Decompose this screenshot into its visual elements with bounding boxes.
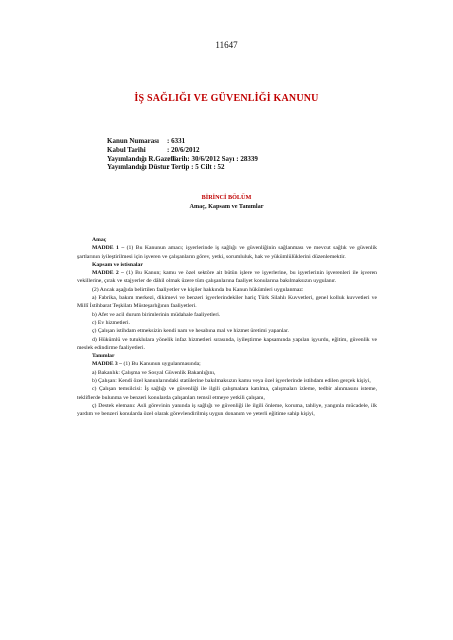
section-subheading: Amaç, Kapsam ve Tanımlar bbox=[189, 203, 264, 210]
article-2-text: (1) Bu Kanun; kamu ve özel sektöre ait bütün işlere ve işyerlerine, bu işyerlerinin işverenleri ile işveren vekillerine, çırak ve stajyerler de dâhil olmak üzere tüm çalışanlarına faaliyet konularına bakılmaksızın uygulanır. bbox=[77, 270, 377, 285]
section-header bbox=[0, 193, 453, 211]
article-3-label: MADDE 3 – bbox=[92, 361, 123, 368]
meta-row-law-number bbox=[107, 137, 258, 146]
meta-row-acceptance-date bbox=[107, 146, 258, 155]
article-3-item-b: b) Çalışan: Kendi özel kanunlarındaki statülerine bakılmaksızın kamu veya özel işyerlerinde istihdam edilen gerçek kişiyi, bbox=[92, 378, 371, 385]
law-body bbox=[77, 236, 377, 419]
article-3 bbox=[77, 360, 377, 368]
law-metadata bbox=[107, 137, 258, 172]
article-2 bbox=[77, 269, 377, 286]
meta-value: : Tarih: 30/6/2012 Sayı : 28339 bbox=[167, 154, 258, 163]
article-1 bbox=[77, 244, 377, 261]
meta-value: : Tertip : 5 Cilt : 52 bbox=[167, 163, 225, 172]
heading-kapsam: Kapsam ve istisnalar bbox=[92, 261, 143, 268]
law-title: İŞ SAĞLIĞI VE GÜVENLİĞİ KANUNU bbox=[134, 93, 319, 104]
article-2-item-d: d) Hükümlü ve tutuklulara yönelik infaz hizmetleri sırasında, iyileştirme kapsamında yapılan işyurdu, eğitim, güvenlik ve meslek edindirme faaliyetleri. bbox=[77, 336, 377, 351]
meta-label: Yayımlandığı R.Gazete bbox=[107, 154, 176, 163]
meta-value: : 6331 bbox=[167, 137, 186, 145]
section-heading: BİRİNCİ BÖLÜM bbox=[201, 194, 252, 201]
article-3-item-c: c) Çalışan temsilcisi: İş sağlığı ve güvenliği ile ilgili çalışmalara katılma, çalışmaları izleme, tedbir alınmasını isteme, tekliflerde bulunma ve benzeri konularda çalışanları temsil etmeye yetkili çalışanı, bbox=[77, 386, 377, 401]
article-2-item-cc: ç) Çalışan istihdam etmeksizin kendi nam ve hesabına mal ve hizmet üretimi yapanlar. bbox=[92, 328, 289, 335]
article-3-item-cc: ç) Destek elemanı: Asli görevinin yanında iş sağlığı ve güvenliği ile ilgili önleme, koruma, tahliye, yangınla mücadele, ilk yardım ve benzeri konularda özel olarak görevlendirilmiş uygun donanım ve yeterli eğitime sahip kişiyi, bbox=[77, 402, 377, 418]
article-3-item-a: a) Bakanlık: Çalışma ve Sosyal Güvenlik Bakanlığını, bbox=[92, 369, 216, 376]
meta-label: Yayımlandığı Düstur bbox=[107, 163, 170, 172]
heading-amac: Amaç bbox=[92, 237, 107, 243]
meta-label: Kanun Numarası bbox=[107, 137, 159, 145]
article-2-label: MADDE 2 – bbox=[92, 270, 124, 277]
article-3-text: (1) Bu Kanunun uygulanmasında; bbox=[122, 361, 201, 368]
meta-row-official-gazette bbox=[107, 155, 258, 164]
meta-label: Kabul Tarihi bbox=[107, 145, 146, 154]
meta-value: : 20/6/2012 bbox=[167, 145, 200, 154]
article-2-item-c: c) Ev hizmetleri. bbox=[92, 319, 131, 326]
article-1-text: (1) Bu Kanunun amacı; işyerlerinde iş sağlığı ve güvenliğinin sağlanması ve mevcut sağlık ve güvenlik şartlarının iyileştirilmesi için işveren ve çalışanların görev, yetki, sorumluluk, hak ve yükümlülüklerini düzenlemektir. bbox=[77, 245, 378, 260]
page-number: 11647 bbox=[215, 40, 238, 50]
meta-row-dustur bbox=[107, 163, 258, 172]
heading-tanimlar: Tanımlar bbox=[92, 353, 115, 360]
article-2-item-a: a) Fabrika, bakım merkezi, dikimevi ve benzeri işyerlerindekiler hariç Türk Silahlı Kuvvetleri, genel kolluk kuvvetleri ve Millî İstihbarat Teşkilatı Müsteşarlığının faaliyetleri. bbox=[77, 295, 377, 310]
article-2-para-2: (2) Ancak aşağıda belirtilen faaliyetler ve kişiler hakkında bu Kanun hükümleri uygulanmaz: bbox=[92, 286, 304, 293]
article-2-item-b: b) Afet ve acil durum birimlerinin müdahale faaliyetleri. bbox=[92, 311, 221, 318]
article-1-label: MADDE 1 – bbox=[92, 245, 125, 252]
